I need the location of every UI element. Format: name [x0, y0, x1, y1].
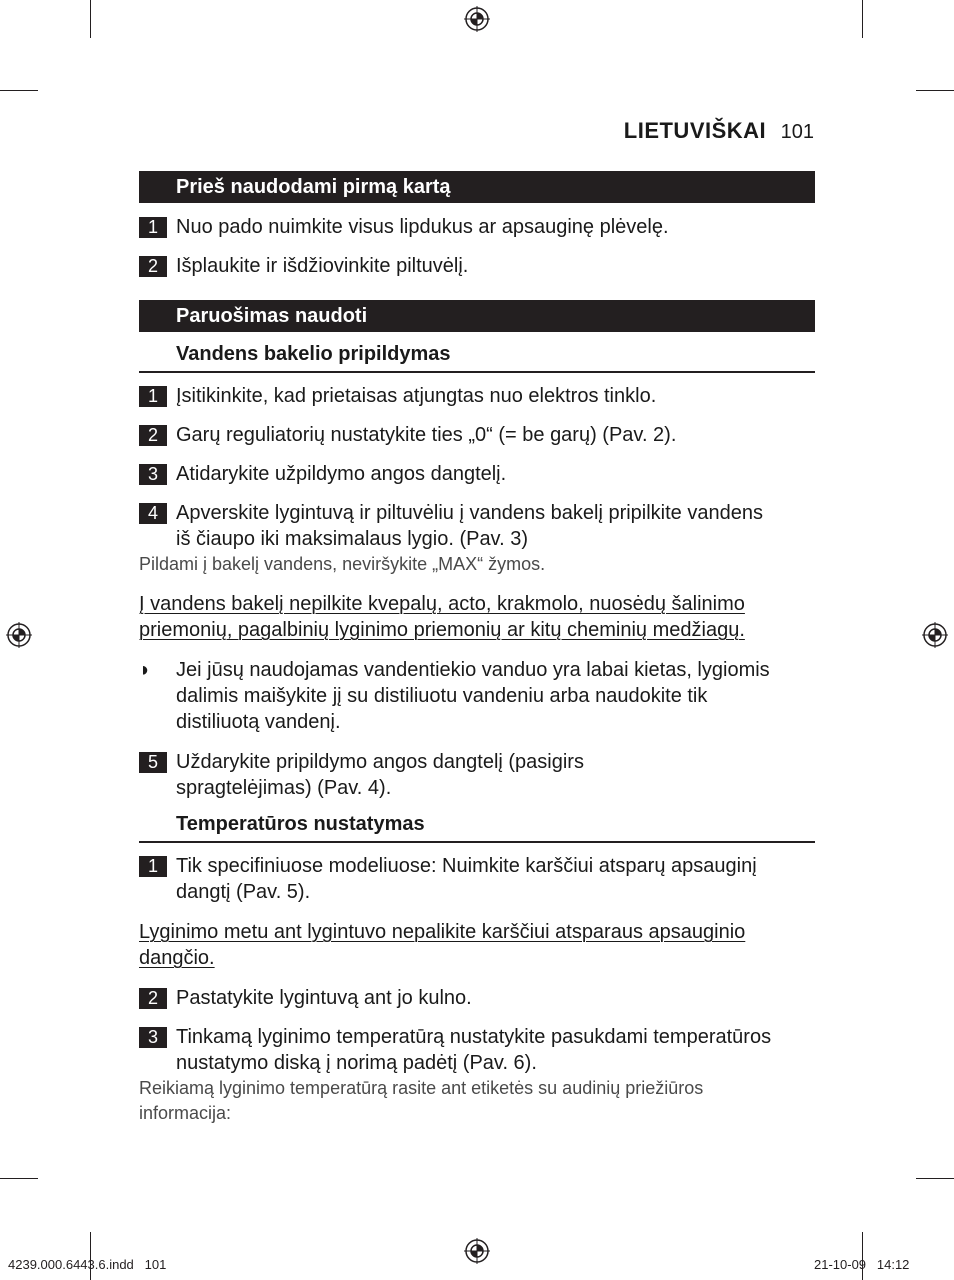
step-text-line: dangtį (Pav. 5). [176, 881, 311, 903]
bullet-icon: ◗ [139, 659, 152, 681]
crop-mark [862, 1232, 863, 1280]
step-item [139, 422, 815, 448]
step-text-line: nustatymo diską į norimą padėtį (Pav. 6). [176, 1052, 537, 1074]
step-text: Įsitikinkite, kad prietaisas atjungtas nuo elektros tinklo. [176, 385, 657, 407]
step-number: 3 [139, 464, 167, 485]
warning-text [139, 919, 815, 971]
step-text: Pastatykite lygintuvą ant jo kulno. [176, 987, 472, 1009]
step-number: 2 [139, 256, 167, 277]
step-number: 2 [139, 988, 167, 1009]
registration-mark-icon [464, 6, 490, 32]
note-text [139, 1076, 815, 1126]
step-text-line: Uždarykite pripildymo angos dangtelį (pasigirs [176, 751, 584, 773]
crop-mark [90, 1232, 91, 1280]
bullet-line: Jei jūsų naudojamas vandentiekio vanduo yra labai kietas, lygiomis [176, 659, 770, 681]
crop-mark [90, 0, 91, 38]
crop-mark [916, 90, 954, 91]
step-item [139, 1024, 815, 1076]
step-text-line: Tinkamą lyginimo temperatūrą nustatykite pasukdami temperatūros [176, 1026, 772, 1048]
crop-mark [862, 0, 863, 38]
step-text-line: spragtelėjimas) (Pav. 4). [176, 777, 392, 799]
page-content [139, 171, 815, 1126]
step-item [139, 461, 815, 487]
bullet-line: distiliuotą vandenį. [176, 711, 341, 733]
step-item [139, 853, 815, 905]
step-text-line: Tik specifiniuose modeliuose: Nuimkite karščiui atsparų apsauginį [176, 855, 757, 877]
warning-text [139, 591, 815, 643]
step-number: 1 [139, 856, 167, 877]
crop-mark [0, 1178, 38, 1179]
footer-filename: 4239.000.6443.6.indd 101 [8, 1257, 167, 1272]
step-text-line: Apverskite lygintuvą ir piltuvėliu į vandens bakelį pripilkite vandens [176, 502, 763, 524]
section-title-preparation: Paruošimas naudoti [139, 300, 815, 332]
step-number: 1 [139, 386, 167, 407]
bullet-line: dalimis maišykite jį su distiliuotu vandeniu arba naudokite tik [176, 685, 708, 707]
step-text: Garų reguliatorių nustatykite ties „0“ (= be garų) (Pav. 2). [176, 424, 677, 446]
step-text-line: iš čiaupo iki maksimalaus lygio. (Pav. 3) [176, 528, 528, 550]
step-number: 4 [139, 503, 167, 524]
subsection-title-water-tank: Vandens bakelio pripildymas [139, 339, 815, 373]
page-header [0, 118, 814, 144]
step-item [139, 383, 815, 409]
step-text: Atidarykite užpildymo angos dangtelį. [176, 463, 507, 485]
bullet-item [139, 657, 815, 735]
subsection-title-temperature: Temperatūros nustatymas [139, 809, 815, 843]
step-number: 1 [139, 217, 167, 238]
registration-mark-icon [6, 622, 32, 648]
step-item [139, 500, 815, 552]
step-text: Išplaukite ir išdžiovinkite piltuvėlį. [176, 255, 469, 277]
crop-mark [916, 1178, 954, 1179]
registration-mark-icon [922, 622, 948, 648]
warning-line: Lyginimo metu ant lygintuvo nepalikite karščiui atsparaus apsauginio [139, 921, 746, 943]
step-number: 2 [139, 425, 167, 446]
step-item [139, 749, 815, 801]
warning-line: dangčio. [139, 947, 215, 969]
step-item [139, 985, 815, 1011]
crop-mark [0, 90, 38, 91]
footer-datetime: 21-10-09 14:12 [814, 1257, 910, 1272]
note-line: Reikiamą lyginimo temperatūrą rasite ant etiketės su audinių priežiūros [139, 1078, 704, 1098]
page-number: 101 [780, 121, 814, 143]
step-number: 5 [139, 752, 167, 773]
step-item [139, 253, 815, 279]
section-title-first-use: Prieš naudodami pirmą kartą [139, 171, 815, 203]
warning-line: Į vandens bakelį nepilkite kvepalų, acto, krakmolo, nuosėdų šalinimo [139, 593, 745, 615]
warning-line: priemonių, pagalbinių lyginimo priemonių ar kitų cheminių medžiagų. [139, 619, 745, 641]
note-text: Pildami į bakelį vandens, neviršykite „MAX“ žymos. [139, 554, 546, 574]
step-item [139, 214, 815, 240]
step-text: Nuo pado nuimkite visus lipdukus ar apsauginę plėvelę. [176, 216, 669, 238]
registration-mark-icon [464, 1238, 490, 1264]
step-number: 3 [139, 1027, 167, 1048]
note-line: informacija: [139, 1103, 232, 1123]
language-title: LIETUVIŠKAI [623, 118, 767, 143]
